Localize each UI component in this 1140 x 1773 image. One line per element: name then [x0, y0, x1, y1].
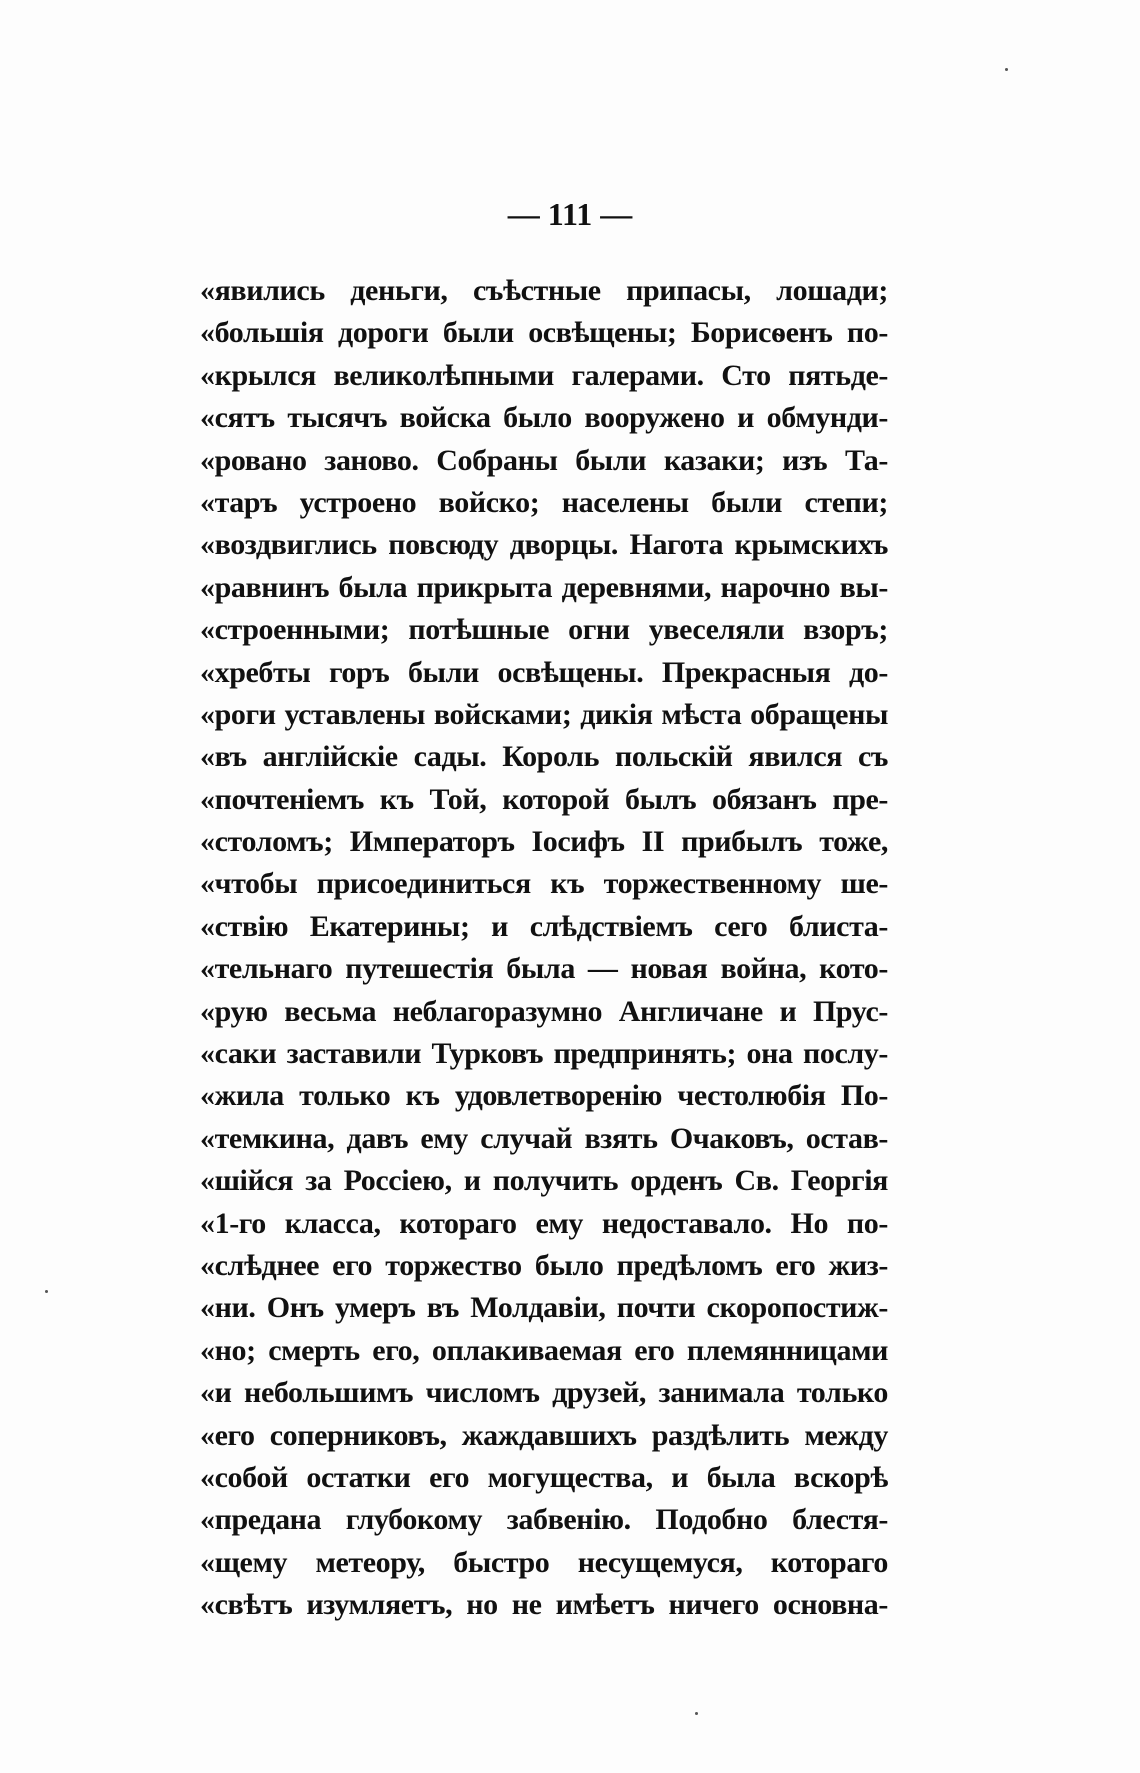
text-line: «саки заставили Турковъ предпринять; она послу- [200, 1037, 888, 1071]
text-line: «большія дороги были освѣщены; Борисѳенъ по- [200, 316, 888, 350]
text-line: «но; смерть его, оплакиваемая его племянницами [200, 1333, 888, 1367]
text-line: «1-го класса, котораго ему недоставало. Но по- [200, 1206, 888, 1240]
text-line: «столомъ; Императоръ Іосифъ II прибылъ тоже, [200, 825, 888, 859]
text-line: «щему метеору, быстро несущемуся, котораго [200, 1545, 888, 1579]
text-line: «строенными; потѣшные огни увеселяли взоръ; [200, 613, 888, 647]
scan-speck [1005, 68, 1008, 71]
text-line: «воздвиглись повсюду дворцы. Нагота крымскихъ [200, 528, 888, 562]
text-line: «сятъ тысячъ войска было вооружено и обмунди- [200, 401, 888, 435]
text-line: «жила только къ удовлетворенію честолюбія По- [200, 1079, 888, 1113]
text-line: «роги уставлены войсками; дикія мѣста обращены [200, 697, 888, 731]
text-line: «равнинъ была прикрыта деревнями, нарочно вы- [200, 570, 888, 604]
text-line: «явились деньги, съѣстные припасы, лошади; [200, 274, 888, 307]
text-line: «ровано заново. Собраны были казаки; изъ Та- [200, 443, 888, 477]
text-line: «предана глубокому забвенію. Подобно блестя- [200, 1503, 888, 1537]
text-line: «и небольшимъ числомъ друзей, занимала только [200, 1376, 888, 1410]
scan-speck [695, 1712, 698, 1715]
page-number: — 111 — [507, 196, 633, 232]
text-line: «рую весьма неблагоразумно Англичане и Прус- [200, 994, 888, 1028]
text-line: «ствію Екатерины; и слѣдствіемъ сего блиста- [200, 909, 888, 943]
text-line: «крылся великолѣпными галерами. Сто пятьде- [200, 358, 888, 392]
text-line: «чтобы присоединиться къ торжественному ше- [200, 867, 888, 901]
text-line: «хребты горъ были освѣщены. Прекрасныя до- [200, 655, 888, 689]
text-line: «таръ устроено войско; населены были степи; [200, 485, 888, 519]
text-line: «свѣтъ изумляетъ, но не имѣетъ ничего основна- [200, 1588, 888, 1622]
text-line: «въ англійскіе сады. Король польскій явился съ [200, 740, 888, 774]
text-line: «слѣднее его торжество было предѣломъ его жиз- [200, 1248, 888, 1282]
text-line: «темкина, давъ ему случай взять Очаковъ, остав- [200, 1121, 888, 1155]
text-line: «тельнаго путешестія была — новая война, кото- [200, 952, 888, 986]
body-text [200, 270, 888, 1627]
text-line: «его соперниковъ, жаждавшихъ раздѣлить между [200, 1418, 888, 1452]
text-line: «собой остатки его могущества, и была вскорѣ [200, 1460, 888, 1494]
text-line: «ни. Онъ умеръ въ Молдавіи, почти скоропостиж- [200, 1291, 888, 1325]
text-line: «почтеніемъ къ Той, которой былъ обязанъ пре- [200, 782, 888, 816]
text-line: «шійся за Россіею, и получить орденъ Св. Георгія [200, 1164, 888, 1198]
scan-speck [45, 1290, 48, 1293]
